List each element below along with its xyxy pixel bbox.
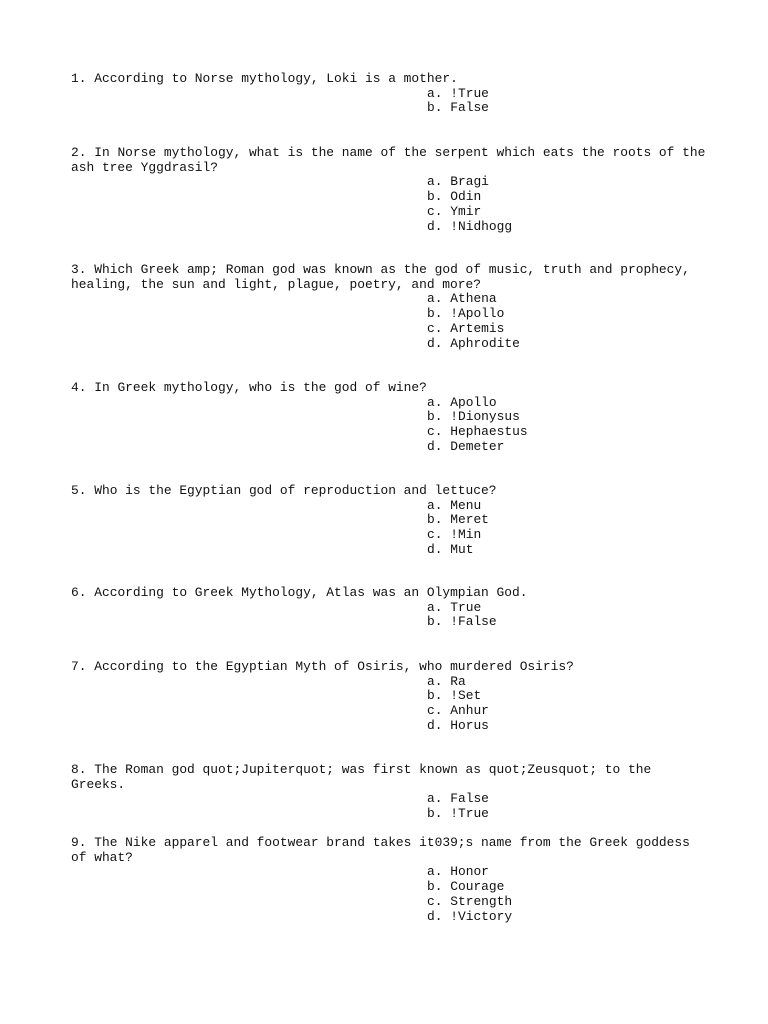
answer-option: d. Aphrodite bbox=[427, 335, 520, 351]
question-text bbox=[71, 660, 711, 675]
answer-options bbox=[71, 792, 711, 821]
question-number: 1. bbox=[71, 71, 87, 86]
question-1 bbox=[71, 72, 711, 116]
answer-option: b. Odin bbox=[427, 189, 482, 205]
question-7 bbox=[71, 660, 711, 734]
question-text bbox=[71, 484, 711, 499]
question-prompt: According to Norse mythology, Loki is a mother. bbox=[94, 71, 458, 86]
question-2 bbox=[71, 146, 711, 234]
answer-option: b. Meret bbox=[427, 512, 489, 528]
answer-option: c. !Min bbox=[427, 527, 482, 543]
answer-option: d. !Victory bbox=[427, 908, 513, 924]
answer-options bbox=[71, 675, 711, 734]
answer-option: a. !True bbox=[427, 85, 489, 101]
answer-option: d. !Nidhogg bbox=[427, 218, 513, 234]
question-number: 4. bbox=[71, 380, 87, 395]
question-4 bbox=[71, 381, 711, 455]
answer-options bbox=[71, 87, 711, 116]
answer-option: c. Hephaestus bbox=[427, 424, 528, 440]
question-text bbox=[71, 381, 711, 396]
answer-options bbox=[71, 175, 711, 234]
answer-option: d. Mut bbox=[427, 541, 474, 557]
answer-options bbox=[71, 601, 711, 630]
question-text bbox=[71, 586, 711, 601]
question-8 bbox=[71, 763, 711, 822]
answer-option: b. !False bbox=[427, 614, 497, 630]
question-text bbox=[71, 763, 711, 792]
question-prompt: According to the Egyptian Myth of Osiris, who murdered Osiris? bbox=[94, 659, 574, 674]
question-prompt: Which Greek amp; Roman god was known as the god of music, truth and prophecy, healing, the sun and light, plague, poetry, and more? bbox=[71, 262, 690, 292]
answer-option: b. !Apollo bbox=[427, 306, 505, 322]
question-prompt: Who is the Egyptian god of reproduction and lettuce? bbox=[94, 483, 497, 498]
question-prompt: The Nike apparel and footwear brand takes it039;s name from the Greek goddess of what? bbox=[71, 835, 690, 865]
answer-options bbox=[71, 396, 711, 455]
answer-option: b. !Set bbox=[427, 688, 482, 704]
answer-options bbox=[71, 499, 711, 558]
question-number: 9. bbox=[71, 835, 87, 850]
question-number: 2. bbox=[71, 145, 87, 160]
answer-option: b. Courage bbox=[427, 879, 505, 895]
answer-option: a. Athena bbox=[427, 291, 497, 307]
answer-options bbox=[71, 292, 711, 351]
question-number: 6. bbox=[71, 585, 87, 600]
question-number: 8. bbox=[71, 762, 87, 777]
question-prompt: The Roman god quot;Jupiterquot; was first known as quot;Zeusquot; to the Greeks. bbox=[71, 762, 652, 792]
answer-option: b. !True bbox=[427, 806, 489, 822]
question-text bbox=[71, 72, 711, 87]
answer-option: b. !Dionysus bbox=[427, 409, 520, 425]
question-5 bbox=[71, 484, 711, 558]
question-number: 7. bbox=[71, 659, 87, 674]
answer-option: a. Menu bbox=[427, 497, 482, 513]
question-6 bbox=[71, 586, 711, 630]
answer-option: a. Honor bbox=[427, 864, 489, 880]
question-prompt: According to Greek Mythology, Atlas was an Olympian God. bbox=[94, 585, 528, 600]
answer-option: a. Apollo bbox=[427, 394, 497, 410]
answer-option: a. False bbox=[427, 791, 489, 807]
question-number: 5. bbox=[71, 483, 87, 498]
answer-option: a. Bragi bbox=[427, 174, 489, 190]
question-text bbox=[71, 146, 711, 175]
question-3 bbox=[71, 263, 711, 351]
answer-option: a. Ra bbox=[427, 673, 466, 689]
answer-option: c. Anhur bbox=[427, 703, 489, 719]
answer-option: d. Demeter bbox=[427, 438, 505, 454]
question-prompt: In Greek mythology, who is the god of wine? bbox=[94, 380, 427, 395]
answer-option: a. True bbox=[427, 599, 482, 615]
answer-option: c. Ymir bbox=[427, 203, 482, 219]
question-text bbox=[71, 836, 711, 865]
question-number: 3. bbox=[71, 262, 87, 277]
answer-options bbox=[71, 865, 711, 924]
question-9 bbox=[71, 836, 711, 924]
answer-option: c. Strength bbox=[427, 893, 513, 909]
answer-option: c. Artemis bbox=[427, 320, 505, 336]
answer-option: b. False bbox=[427, 100, 489, 116]
question-text bbox=[71, 263, 711, 292]
answer-option: d. Horus bbox=[427, 717, 489, 733]
question-prompt: In Norse mythology, what is the name of the serpent which eats the roots of the ash tree Yggdrasil? bbox=[71, 145, 706, 175]
